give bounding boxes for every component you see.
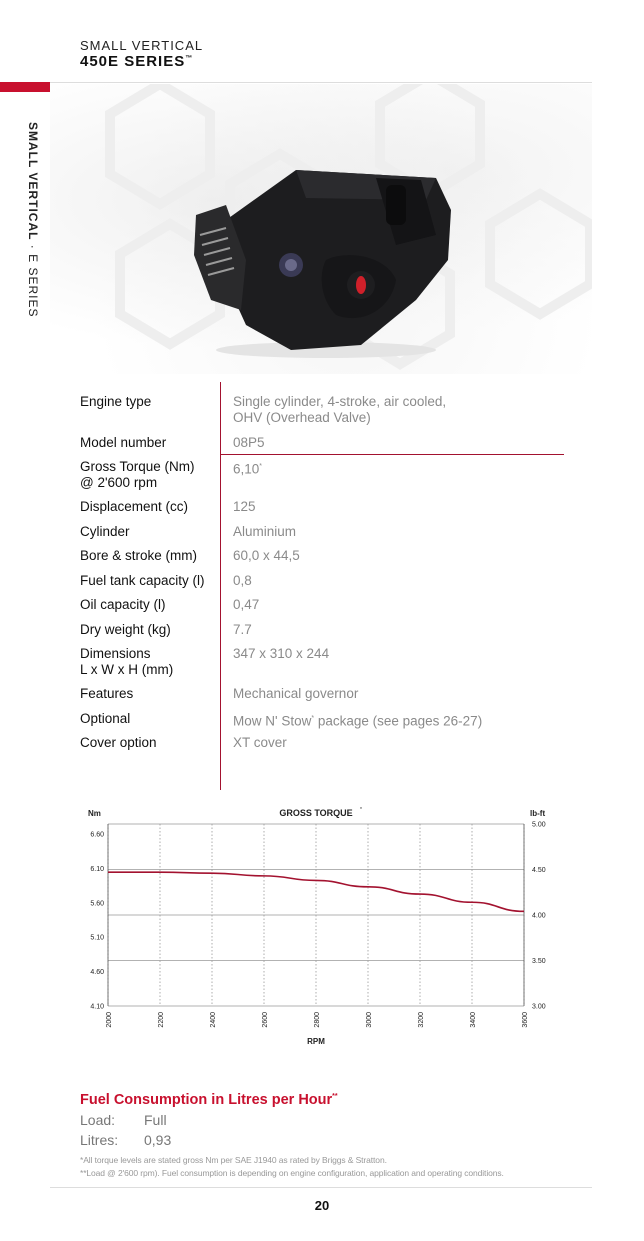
fuel-litres-key: Litres: bbox=[80, 1132, 119, 1148]
spec-value: XT cover bbox=[233, 735, 287, 750]
spec-label: Features bbox=[80, 686, 134, 701]
x-tick-label: 2600 bbox=[262, 1012, 269, 1028]
spec-value: 60,0 x 44,5 bbox=[233, 548, 300, 563]
engine-illustration bbox=[186, 150, 456, 360]
spec-value: Single cylinder, 4-stroke, air cooled, OHV (Overhead Valve) bbox=[233, 394, 447, 425]
chart-title: GROSS TORQUE bbox=[279, 808, 353, 818]
y-left-tick-label: 4.10 bbox=[90, 1003, 104, 1011]
y-right-tick-label: 3.00 bbox=[532, 1003, 546, 1011]
spec-label: Oil capacity (l) bbox=[80, 597, 166, 612]
x-tick-label: 3600 bbox=[522, 1012, 529, 1028]
asterisk-mark: * bbox=[259, 463, 263, 470]
spec-label: Engine type bbox=[80, 394, 152, 409]
y-left-tick-label: 6.60 bbox=[90, 831, 104, 839]
y-left-tick-label: 6.10 bbox=[90, 865, 104, 873]
red-tab-marker bbox=[0, 82, 50, 92]
side-section-label bbox=[26, 122, 40, 317]
page-number: 20 bbox=[314, 1198, 330, 1213]
torque-chart-svg bbox=[74, 804, 574, 1054]
footnote-fuel: **Load @ 2'600 rpm). Fuel consumption is depending on engine configuration, application and operating conditions. bbox=[80, 1168, 504, 1178]
spec-value bbox=[233, 459, 573, 478]
x-tick-label: 3400 bbox=[470, 1012, 477, 1028]
trademark-mark: ™ bbox=[185, 55, 194, 62]
spec-label: Dimensions L x W x H (mm) bbox=[80, 646, 174, 677]
footer-rule bbox=[50, 1187, 592, 1188]
side-label-light: E SERIES bbox=[26, 254, 40, 318]
y-left-tick-label: 5.10 bbox=[90, 934, 104, 942]
y-right-tick-label: 3.50 bbox=[532, 958, 546, 965]
spec-label: Gross Torque (Nm) @ 2'600 rpm bbox=[80, 459, 195, 490]
spec-horizontal-rule bbox=[220, 454, 564, 455]
side-label-bold: SMALL VERTICAL bbox=[26, 122, 40, 241]
side-label-separator: · bbox=[26, 240, 40, 255]
x-tick-label: 2200 bbox=[158, 1012, 165, 1028]
spec-label: Bore & stroke (mm) bbox=[80, 548, 198, 563]
header-rule bbox=[50, 82, 592, 83]
y-axis-right-label: lb-ft bbox=[530, 809, 546, 818]
spec-label: Fuel tank capacity (l) bbox=[80, 573, 205, 588]
spec-value bbox=[233, 711, 573, 730]
spec-label: Optional bbox=[80, 711, 131, 726]
x-tick-label: 3000 bbox=[366, 1012, 373, 1028]
spec-label: Model number bbox=[80, 435, 167, 450]
spec-value-rest: package (see pages 26-27) bbox=[314, 713, 483, 729]
spec-value: 125 bbox=[233, 499, 256, 514]
spec-value: Aluminium bbox=[233, 524, 297, 539]
asterisk-mark: * bbox=[311, 715, 315, 722]
spec-label: Displacement (cc) bbox=[80, 499, 189, 514]
chart-title-mark: * bbox=[360, 807, 362, 813]
spec-label: Cover option bbox=[80, 735, 157, 750]
header-series bbox=[80, 53, 193, 70]
y-axis-left-label: Nm bbox=[88, 809, 101, 818]
spec-value: 7.7 bbox=[233, 622, 252, 637]
spec-value: 0,47 bbox=[233, 597, 260, 612]
engine-image bbox=[186, 150, 456, 360]
fuel-load-value: Full bbox=[144, 1112, 167, 1128]
x-tick-label: 2000 bbox=[106, 1012, 113, 1028]
x-tick-label: 3200 bbox=[418, 1012, 425, 1028]
y-left-tick-label: 5.60 bbox=[90, 900, 104, 908]
spec-value: 347 x 310 x 244 bbox=[233, 646, 330, 661]
spec-value: 0,8 bbox=[233, 573, 252, 588]
fuel-load-line bbox=[80, 1112, 167, 1128]
y-right-tick-label: 4.00 bbox=[532, 912, 546, 920]
header-series-text: 450E SERIES bbox=[80, 53, 186, 70]
spec-value: Mechanical governor bbox=[233, 686, 359, 701]
y-right-tick-label: 5.00 bbox=[532, 821, 546, 829]
fuel-consumption-title bbox=[80, 1092, 338, 1108]
spec-label: Dry weight (kg) bbox=[80, 622, 171, 637]
fuel-load-key: Load: bbox=[80, 1112, 116, 1128]
fuel-litres-line bbox=[80, 1132, 171, 1148]
fuel-title-text: Fuel Consumption in Litres per Hour bbox=[80, 1092, 333, 1108]
double-asterisk-mark: ** bbox=[332, 1093, 338, 1101]
y-left-tick-label: 4.60 bbox=[90, 969, 104, 977]
footnote-torque: *All torque levels are stated gross Nm per SAE J1940 as rated by Briggs & Stratton. bbox=[80, 1155, 387, 1165]
spec-label: Cylinder bbox=[80, 524, 130, 539]
spec-value: 08P5 bbox=[233, 435, 265, 450]
gross-torque-chart bbox=[74, 804, 574, 1054]
spec-value-text: Mow N' Stow bbox=[233, 713, 312, 729]
x-tick-label: 2800 bbox=[314, 1012, 321, 1028]
x-axis-label: RPM bbox=[307, 1037, 325, 1046]
fuel-litres-value: 0,93 bbox=[144, 1132, 172, 1148]
spec-value-text: 6,10 bbox=[233, 461, 260, 477]
header-category: SMALL VERTICAL bbox=[80, 38, 204, 53]
y-right-tick-label: 4.50 bbox=[532, 867, 546, 874]
x-tick-label: 2400 bbox=[210, 1012, 217, 1028]
